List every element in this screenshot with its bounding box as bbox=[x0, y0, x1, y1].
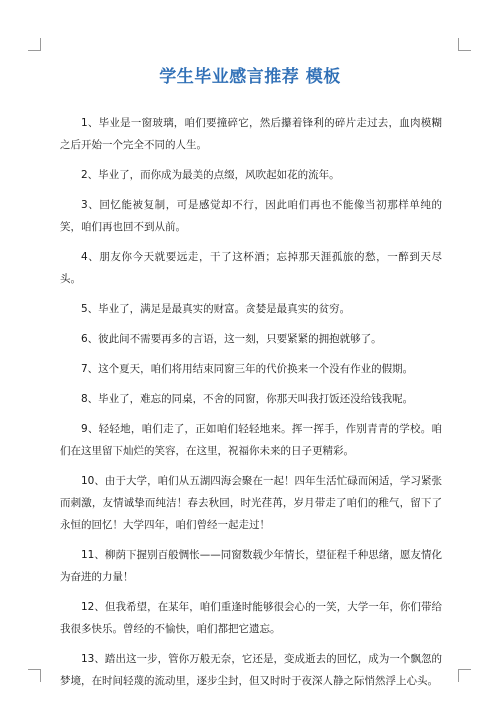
paragraph-7: 7、这个夏天，咱们将用结束同窗三年的代价换来一个没有作业的假期。 bbox=[81, 363, 414, 375]
document-title: 学生毕业感言推荐 模板 bbox=[159, 67, 341, 87]
paragraph-6: 6、彼此间不需要再多的言语，这一刻，只要紧紧的拥抱就够了。 bbox=[81, 333, 382, 345]
crop-mark-top-left bbox=[28, 38, 41, 51]
paragraph-10: 10、由于大学，咱们从五湖四海会聚在一起！四年生活忙碌而闲适，学习紧张而刺激，友情诚挚而纯洁！春去秋回，时光荏苒，岁月带走了咱们的稚气，留下了永恒的回忆！大学四年，咱们曾经一起走过！ bbox=[60, 475, 442, 531]
crop-mark-top-right bbox=[458, 38, 471, 51]
paragraph-8: 8、毕业了，难忘的同桌，不舍的同窗，你那天叫我打饭还没给钱我呢。 bbox=[81, 393, 414, 405]
document-body bbox=[60, 112, 442, 700]
crop-mark-bottom-left bbox=[28, 669, 41, 682]
paragraph-13: 13、踏出这一步，管你万般无奈，它还是，变成逝去的回忆，成为一个飘忽的梦境，在时间轻蔑的流动里，逐步尘封，但又时时于夜深人静之际悄然浮上心头。 bbox=[60, 653, 442, 687]
paragraph-4: 4、朋友你今天就要远走，干了这杯酒；忘掉那天涯孤旅的愁，一醉到天尽头。 bbox=[60, 251, 442, 285]
paragraph-1: 1、毕业是一窗玻璃，咱们要撞碎它，然后攥着锋利的碎片走过去，血肉模糊之后开始一个完全不同的人生。 bbox=[60, 117, 442, 151]
paragraph-12: 12、但我希望，在某年，咱们重逢时能够很会心的一笑，大学一年，你们带给我很多快乐。曾经的不愉快，咱们都把它遗忘。 bbox=[60, 601, 442, 635]
paragraph-5: 5、毕业了，满足是最真实的财富。贪婪是最真实的贫穷。 bbox=[81, 303, 351, 315]
paragraph-2: 2、毕业了，而你成为最美的点缀，风吹起如花的流年。 bbox=[81, 169, 340, 181]
paragraph-3: 3、回忆能被复制，可是感觉却不行，因此咱们再也不能像当初那样单纯的笑，咱们再也回不到从前。 bbox=[60, 199, 442, 233]
paragraph-11: 11、柳荫下握别百般惆怅——同窗数载少年情长，望征程千种思绪，愿友情化为奋进的力量！ bbox=[60, 549, 442, 583]
paragraph-9: 9、轻轻地，咱们走了，正如咱们轻轻地来。挥一挥手，作别青青的学校。咱们在这里留下灿烂的笑容，在这里，祝福你未来的日子更精彩。 bbox=[60, 423, 442, 457]
crop-mark-bottom-right bbox=[458, 669, 471, 682]
